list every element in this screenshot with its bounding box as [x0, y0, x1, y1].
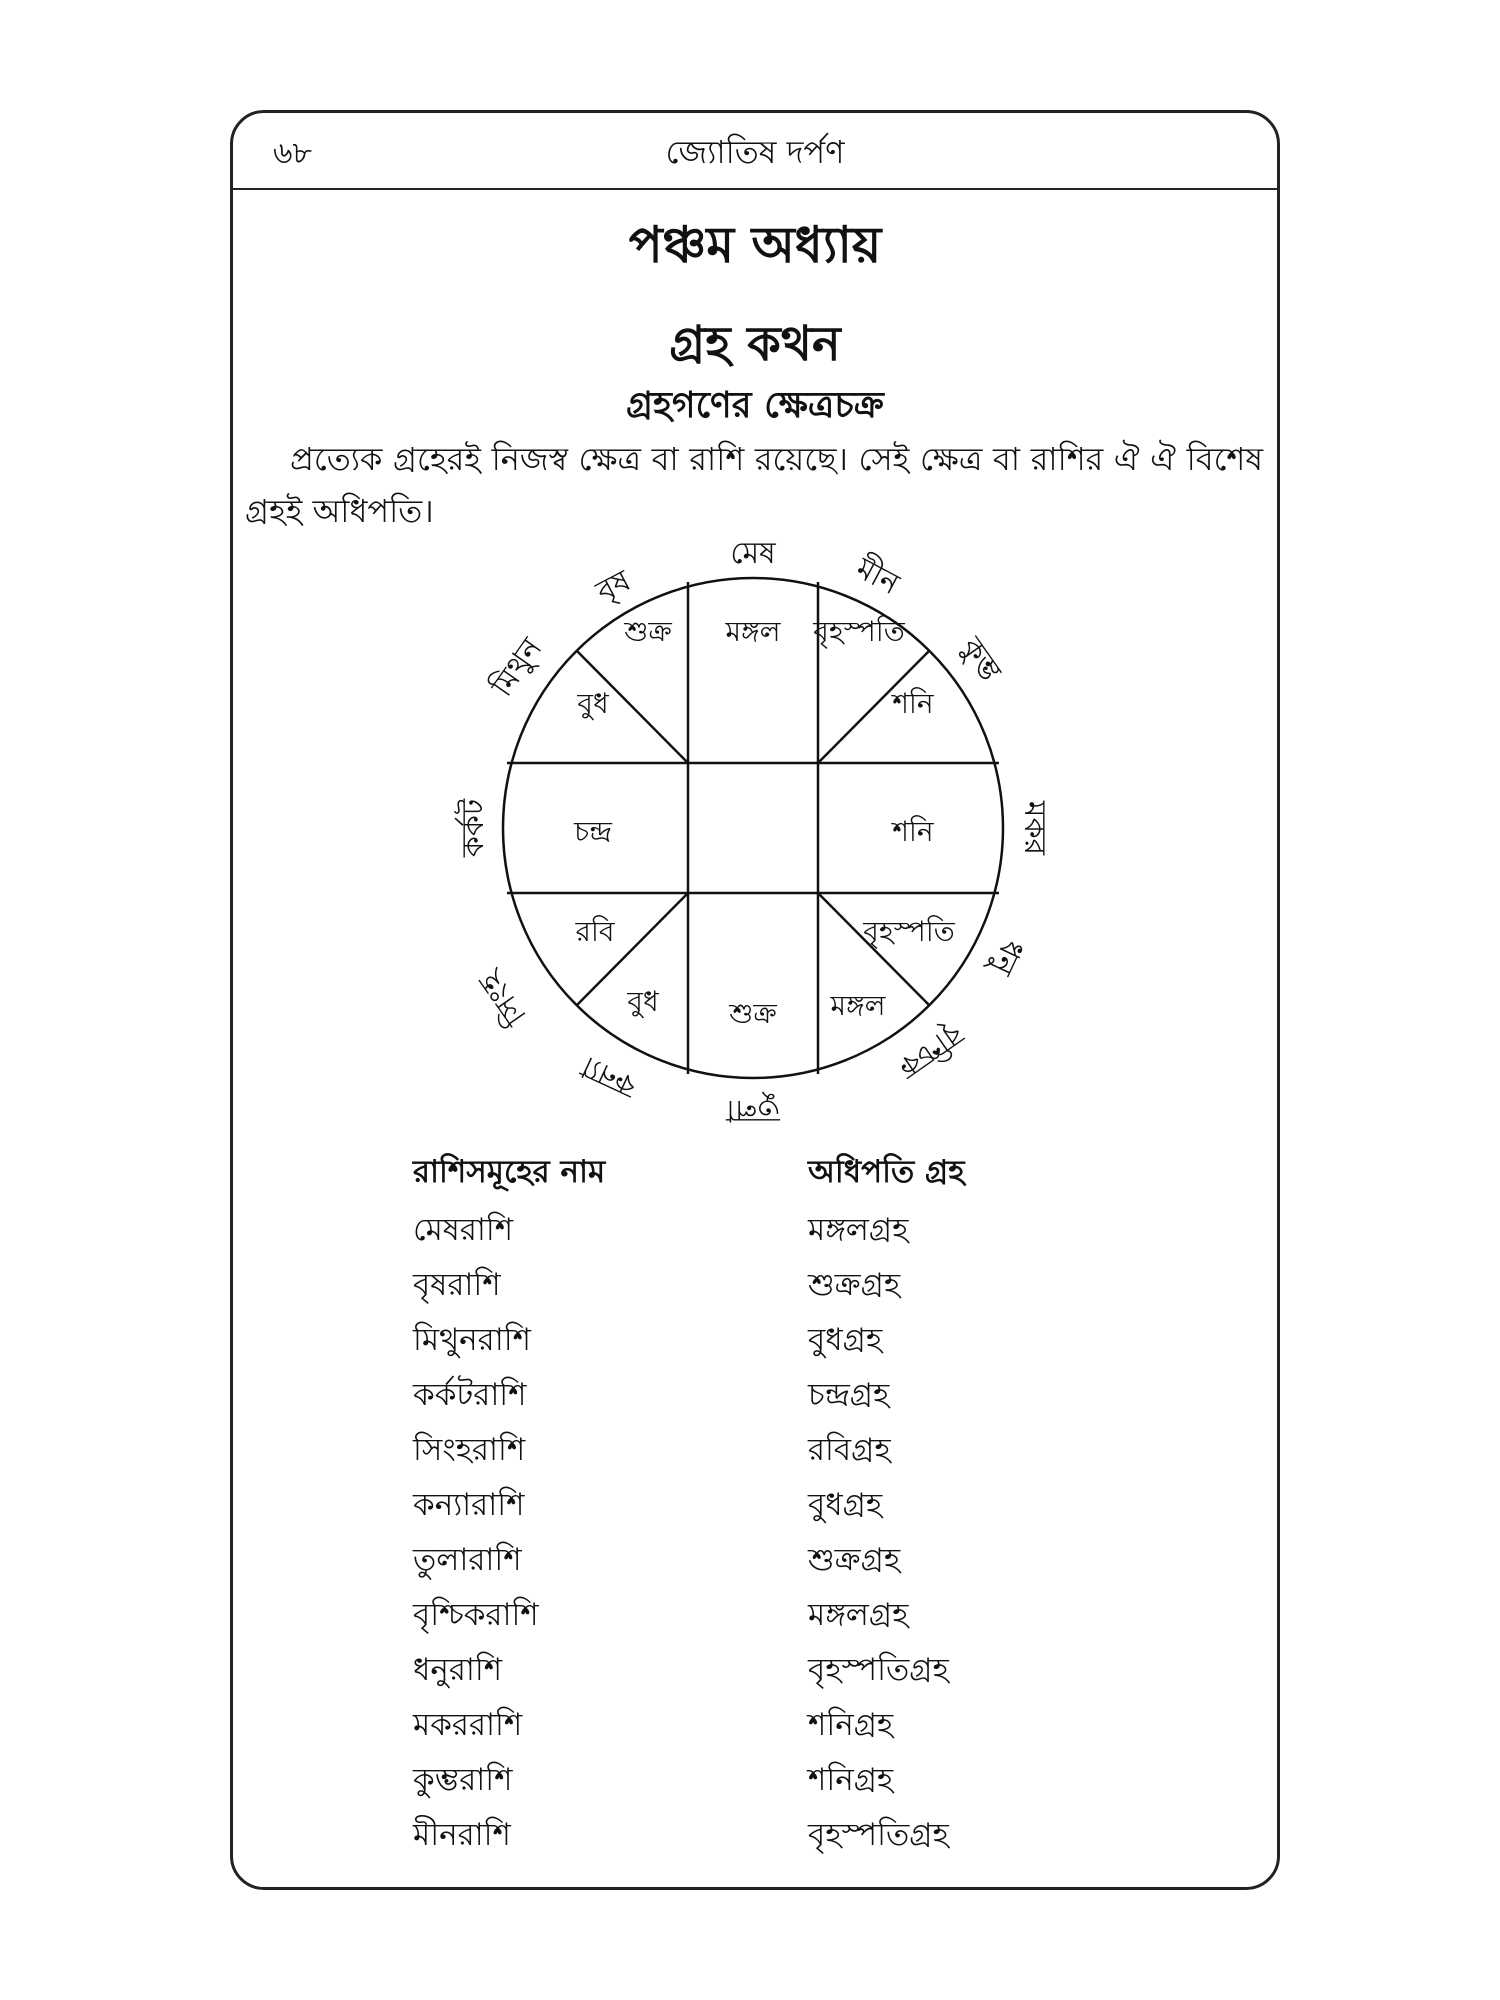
lord-name: বুধগ্রহ — [808, 1322, 883, 1358]
table-row — [413, 1426, 1113, 1481]
lord-mithun: বুধ — [577, 687, 609, 720]
sign-karkat: কর্কট — [456, 798, 491, 858]
table-row — [413, 1481, 1113, 1536]
table-row — [413, 1371, 1113, 1426]
lord-singha: রবি — [575, 915, 615, 948]
lord-name: শনিগ্রহ — [808, 1762, 894, 1798]
table-header-row — [413, 1148, 1113, 1206]
lord-name: শুক্রগ্রহ — [808, 1267, 901, 1303]
rashi-chakra-chart — [403, 523, 1103, 1133]
sign-kumbha: কুম্ভ — [953, 631, 1008, 688]
sign-mithun: মিথুন — [484, 631, 550, 704]
sign-meen: মীন — [850, 551, 905, 603]
table-row — [413, 1536, 1113, 1591]
sign-name: মিথুনরাশি — [413, 1322, 531, 1358]
sign-makar: মকর — [1017, 800, 1052, 856]
lord-kanya: বুধ — [627, 985, 659, 1018]
lord-meen: বৃহস্পতি — [813, 615, 905, 648]
lord-mesh: মঙ্গল — [725, 615, 781, 648]
table-row — [413, 1701, 1113, 1756]
chapter-title: পঞ্চম অধ্যায় — [628, 216, 882, 274]
header-rule — [233, 188, 1277, 190]
page-number: ৬৮ — [273, 136, 312, 171]
sign-name: মকররাশি — [413, 1707, 523, 1743]
sign-name: তুলারাশি — [413, 1542, 522, 1578]
sign-tula: তুলা — [726, 1093, 780, 1128]
table-row — [413, 1811, 1113, 1866]
section-title: গ্রহ কথন — [669, 316, 841, 372]
table-row — [413, 1591, 1113, 1646]
table-row — [413, 1206, 1113, 1261]
lord-name: বৃহস্পতিগ্রহ — [808, 1817, 949, 1853]
sign-name: সিংহরাশি — [413, 1432, 526, 1468]
sign-name: বৃষরাশি — [413, 1267, 501, 1303]
table-row — [413, 1646, 1113, 1701]
sign-kanya: কন্যা — [576, 1048, 642, 1105]
lord-brish: শুক্র — [624, 615, 672, 648]
sign-name: কুম্ভরাশি — [413, 1762, 513, 1798]
lord-name: বৃহস্পতিগ্রহ — [808, 1652, 949, 1688]
lord-name: মঙ্গলগ্রহ — [808, 1597, 909, 1633]
table-row — [413, 1756, 1113, 1811]
lord-karkat: চন্দ্র — [574, 815, 612, 848]
table-row — [413, 1316, 1113, 1371]
sign-mesh: মেষ — [730, 536, 776, 571]
sign-name: মেষরাশি — [413, 1212, 514, 1248]
page-frame — [230, 110, 1280, 1890]
lord-brishchik: মঙ্গল — [830, 989, 886, 1022]
sign-lord-table — [413, 1148, 1113, 1866]
lord-name: রবিগ্রহ — [808, 1432, 891, 1468]
lord-makar: শনি — [892, 815, 934, 848]
lord-name: মঙ্গলগ্রহ — [808, 1212, 909, 1248]
intro-paragraph: প্রত্যেক গ্রহেরই নিজস্ব ক্ষেত্র বা রাশি রয়েছে। সেই ক্ষেত্র বা রাশির ঐ ঐ বিশেষ গ্রহই অধিপতি। — [245, 440, 1263, 530]
lord-name: বুধগ্রহ — [808, 1487, 883, 1523]
lord-tula: শুক্র — [729, 997, 777, 1030]
sign-dhanu: ধনু — [983, 933, 1030, 981]
lord-kumbha: শনি — [892, 687, 934, 720]
sign-brish: বৃষ — [590, 563, 637, 610]
sign-name: মীনরাশি — [413, 1817, 511, 1853]
subsection-title: গ্রহগণের ক্ষেত্রচক্র — [626, 385, 884, 426]
sign-brishchik: বৃশ্চিক — [891, 1016, 970, 1086]
lord-name: শুক্রগ্রহ — [808, 1542, 901, 1578]
lord-name: চন্দ্রগ্রহ — [808, 1377, 890, 1413]
running-title: জ্যোতিষ দর্পণ — [665, 133, 845, 171]
sign-singha: সিংহ — [472, 965, 534, 1032]
lord-dhanu: বৃহস্পতি — [863, 915, 955, 948]
sign-name: বৃশ্চিকরাশি — [413, 1597, 539, 1633]
lord-name: শনিগ্রহ — [808, 1707, 894, 1743]
table-row — [413, 1261, 1113, 1316]
table-header-sign: রাশিসমূহের নাম — [413, 1154, 606, 1190]
sign-name: কর্কটরাশি — [413, 1377, 527, 1413]
table-header-lord: অধিপতি গ্রহ — [808, 1154, 965, 1190]
sign-name: কন্যারাশি — [413, 1487, 525, 1523]
sign-name: ধনুরাশি — [413, 1652, 503, 1688]
